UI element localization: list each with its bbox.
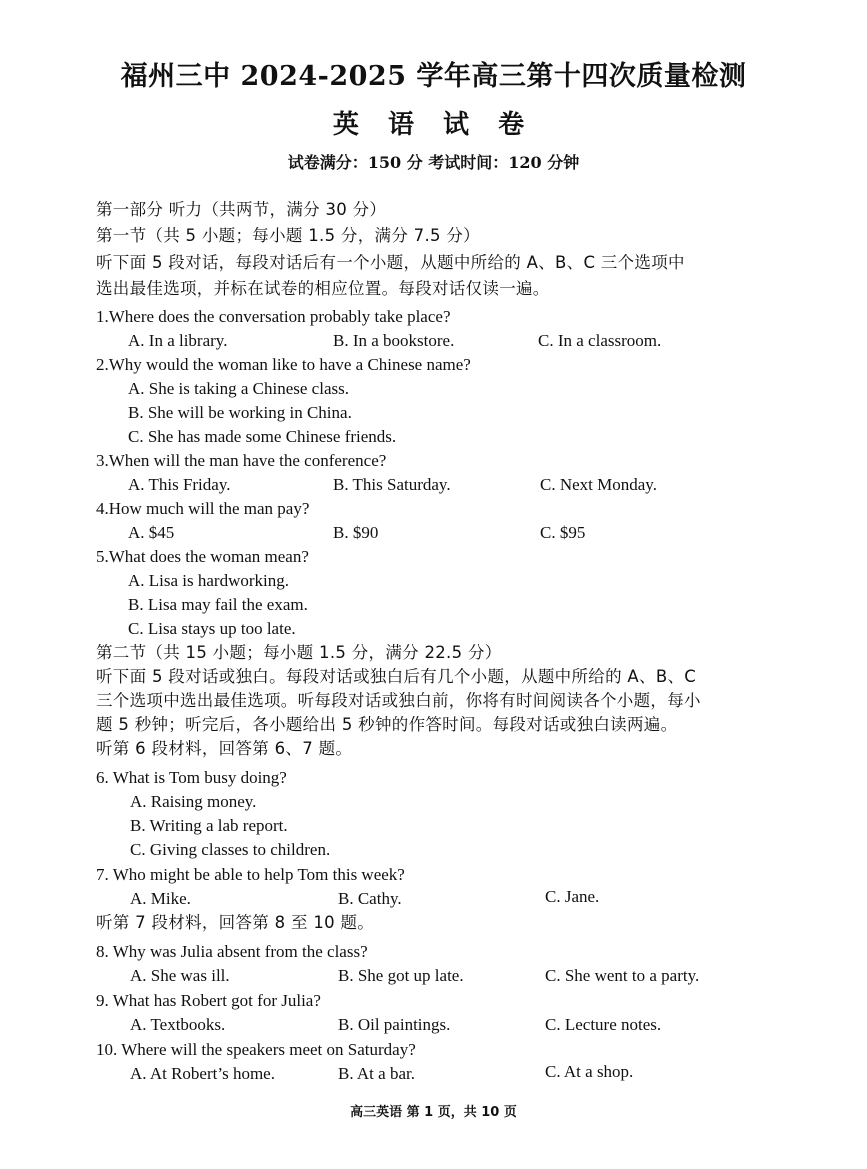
section2-instruction: 三个选项中选出最佳选项。听每段对话或独白前，你将有时间阅读各个小题，每小 <box>96 691 701 710</box>
section1-instruction: 选出最佳选项，并标在试卷的相应位置。每段对话仅读一遍。 <box>96 279 550 298</box>
option-a: A. Raising money. <box>130 792 257 811</box>
option-c: C. Jane. <box>545 887 600 906</box>
question-stem: 9. What has Robert got for Julia? <box>96 991 321 1010</box>
question-stem: 1.Where does the conversation probably take place? <box>96 307 451 326</box>
option-c: C. Giving classes to children. <box>130 840 331 859</box>
material-note: 听第 6 段材料，回答第 6、7 题。 <box>96 739 353 758</box>
option-c: C. $95 <box>540 523 586 542</box>
option-a: A. She is taking a Chinese class. <box>128 379 349 398</box>
question-stem: 8. Why was Julia absent from the class? <box>96 942 368 961</box>
question-stem: 5.What does the woman mean? <box>96 547 309 566</box>
option-c: C. At a shop. <box>545 1062 634 1081</box>
section2-instruction: 题 5 秒钟；听完后，各小题给出 5 秒钟的作答时间。每段对话或独白读两遍。 <box>96 715 678 734</box>
option-b: B. Lisa may fail the exam. <box>128 595 308 614</box>
question-stem: 6. What is Tom busy doing? <box>96 768 287 787</box>
option-c: C. She has made some Chinese friends. <box>128 427 397 446</box>
question-stem: 7. Who might be able to help Tom this week? <box>96 865 405 884</box>
question-stem: 10. Where will the speakers meet on Saturday? <box>96 1040 416 1059</box>
subject-title: 英 语 试 卷 <box>332 110 535 140</box>
section2-heading: 第二节（共 15 小题；每小题 1.5 分，满分 22.5 分） <box>96 643 502 662</box>
option-b: B. She got up late. <box>338 966 464 985</box>
question-stem: 4.How much will the man pay? <box>96 499 310 518</box>
question-stem: 2.Why would the woman like to have a Chinese name? <box>96 355 471 374</box>
exam-info: 试卷满分：150 分 考试时间：120 分钟 <box>287 153 580 172</box>
option-a: A. In a library. <box>128 331 228 350</box>
option-b: B. $90 <box>333 523 379 542</box>
material-note: 听第 7 段材料，回答第 8 至 10 题。 <box>96 913 375 932</box>
option-b: B. Cathy. <box>338 889 402 908</box>
option-c: C. Lecture notes. <box>545 1015 662 1034</box>
page-footer: 高三英语 第 1 页，共 10 页 <box>350 1105 517 1120</box>
option-a: A. She was ill. <box>130 966 230 985</box>
option-b: B. In a bookstore. <box>333 331 455 350</box>
part1-heading: 第一部分 听力（共两节，满分 30 分） <box>96 200 387 219</box>
option-b: B. Oil paintings. <box>338 1015 451 1034</box>
option-b: B. She will be working in China. <box>128 403 352 422</box>
question-stem: 3.When will the man have the conference? <box>96 451 387 470</box>
option-c: C. In a classroom. <box>538 331 662 350</box>
section1-instruction: 听下面 5 段对话，每段对话后有一个小题，从题中所给的 A、B、C 三个选项中 <box>96 253 685 272</box>
option-b: B. Writing a lab report. <box>130 816 288 835</box>
option-a: A. This Friday. <box>128 475 231 494</box>
option-c: C. Next Monday. <box>540 475 657 494</box>
option-b: B. At a bar. <box>338 1064 415 1083</box>
section2-instruction: 听下面 5 段对话或独白。每段对话或独白后有几个小题，从题中所给的 A、B、C <box>96 667 697 686</box>
exam-title: 福州三中 2024-2025 学年高三第十四次质量检测 <box>120 61 747 92</box>
section1-heading: 第一节（共 5 小题；每小题 1.5 分，满分 7.5 分） <box>96 226 480 245</box>
option-a: A. $45 <box>128 523 175 542</box>
option-a: A. At Robert’s home. <box>130 1064 275 1083</box>
option-a: A. Lisa is hardworking. <box>128 571 290 590</box>
option-c: C. Lisa stays up too late. <box>128 619 296 638</box>
option-c: C. She went to a party. <box>545 966 700 985</box>
option-b: B. This Saturday. <box>333 475 451 494</box>
option-a: A. Mike. <box>130 889 191 908</box>
option-a: A. Textbooks. <box>130 1015 226 1034</box>
